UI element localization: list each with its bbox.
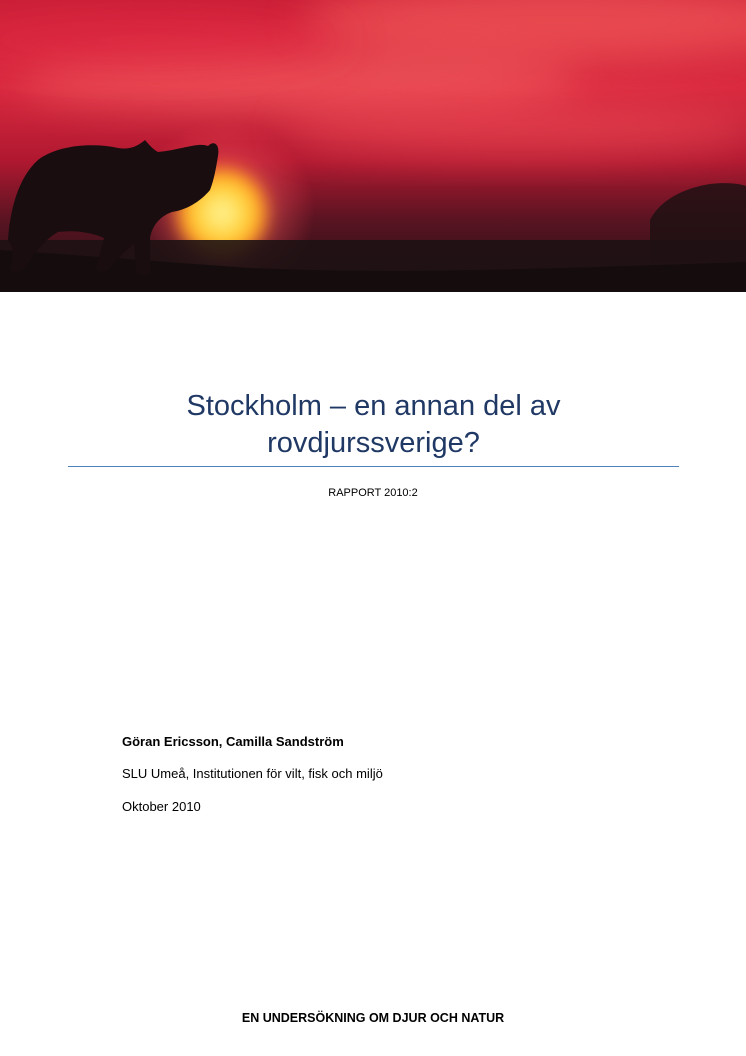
affiliation: SLU Umeå, Institutionen för vilt, fisk och miljö (122, 766, 383, 781)
title-line-2: rovdjurssverige? (267, 427, 480, 459)
publication-date: Oktober 2010 (122, 799, 201, 814)
footer-tagline: EN UNDERSÖKNING OM DJUR OCH NATUR (241, 1011, 505, 1025)
report-title-text (68, 388, 679, 462)
report-title (68, 388, 679, 462)
title-line-1: Stockholm – en annan del av (186, 390, 561, 422)
authors: Göran Ericsson, Camilla Sandström (122, 734, 344, 749)
cover-photo (0, 0, 746, 292)
title-underline-divider (68, 466, 679, 467)
report-number: RAPPORT 2010:2 (328, 487, 418, 499)
